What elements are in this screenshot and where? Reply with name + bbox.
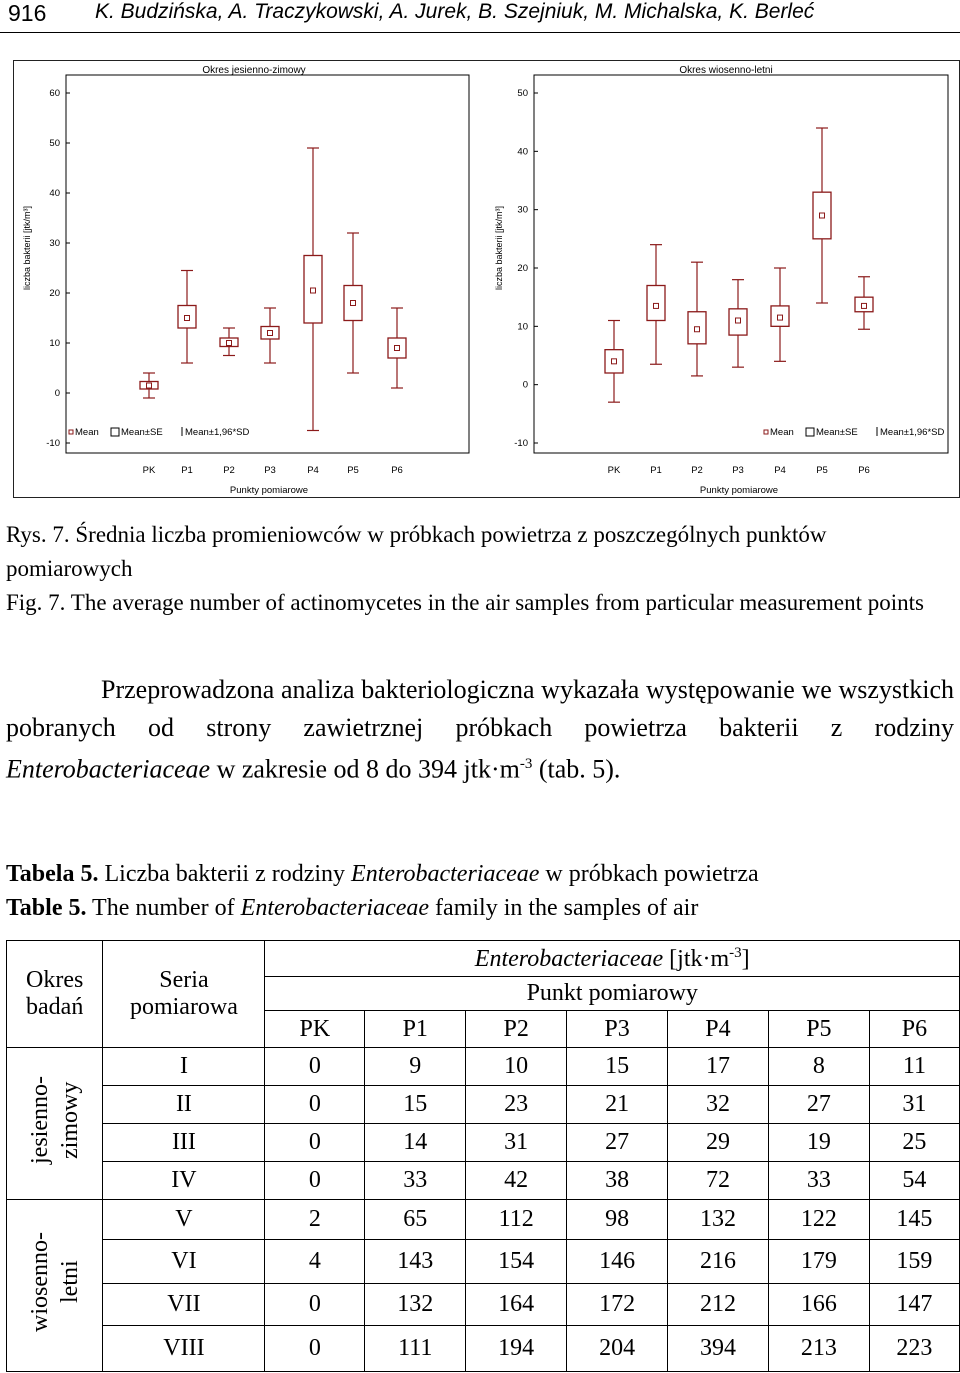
box-p6 — [855, 277, 873, 330]
mean-marker — [612, 359, 617, 364]
cell-value: 42 — [466, 1162, 567, 1200]
cell-value: 2 — [265, 1200, 365, 1240]
table-caption-pl — [6, 857, 759, 891]
figure-caption-pl: Rys. 7. Średnia liczba promieniowców w próbkach powietrza z poszczególnych punktów pomiarowych — [6, 522, 827, 581]
x-tick-label: P5 — [347, 465, 359, 476]
paragraph-text-1: Przeprowadzona analiza bakteriologiczna wykazała występowanie we wszystkich pobranych od strony zawietrznej próbkach powietrza bakterii z rodziny — [6, 675, 954, 742]
y-tick-label: 10 — [49, 338, 60, 349]
plot-frame — [534, 75, 948, 453]
mean-marker — [736, 318, 741, 323]
cell-value: 29 — [668, 1124, 769, 1162]
header-unit — [265, 941, 960, 977]
season-autumn-winter — [7, 1048, 103, 1200]
header-point-p1: P1 — [365, 1011, 466, 1048]
header-point-p2: P2 — [466, 1011, 567, 1048]
cell-value: 212 — [668, 1284, 769, 1326]
header-unit-sup: -3 — [729, 944, 742, 961]
cell-value: 143 — [365, 1240, 466, 1284]
cell-value: 31 — [466, 1124, 567, 1162]
y-tick-label: 10 — [517, 321, 528, 333]
box-p2 — [220, 328, 238, 356]
page-number: 916 — [8, 0, 47, 26]
mean-marker — [862, 303, 867, 308]
y-axis-label: liczba bakterii [jtk/m³] — [494, 205, 504, 291]
header-unit-rest: [jtk·m — [663, 945, 730, 972]
x-tick-label: P6 — [391, 465, 403, 476]
cell-value: 172 — [567, 1284, 668, 1326]
x-tick-label: P1 — [181, 465, 193, 476]
cell-value: 132 — [365, 1284, 466, 1326]
header-unit-close: ] — [741, 945, 750, 972]
cell-value: 194 — [466, 1326, 567, 1372]
legend-label: Mean — [75, 427, 99, 438]
figure-7-charts — [14, 61, 959, 497]
cell-value: 145 — [869, 1200, 959, 1240]
cell-value: 33 — [365, 1162, 466, 1200]
x-axis-title: Punkty pomiarowe — [699, 485, 779, 496]
mean-marker — [351, 301, 356, 306]
x-tick-label: P1 — [650, 465, 662, 476]
y-tick-label: 40 — [49, 188, 60, 199]
cell-value: 179 — [768, 1240, 869, 1284]
cell-seria: IV — [103, 1162, 265, 1200]
y-tick-label: 50 — [517, 88, 528, 99]
header-point-p4: P4 — [668, 1011, 769, 1048]
mean-marker — [820, 213, 825, 218]
legend-se-icon — [111, 428, 119, 436]
cell-value: 216 — [668, 1240, 769, 1284]
table-caption-pl-pre: Liczba bakterii z rodziny — [98, 861, 352, 887]
header-unit-italic: Enterobacteriaceae — [474, 945, 664, 972]
mean-marker — [268, 331, 273, 336]
y-tick-label: 20 — [517, 263, 528, 274]
legend-label: Mean — [770, 427, 794, 438]
chart-2 — [494, 65, 948, 496]
cell-value: 33 — [768, 1162, 869, 1200]
figure-7 — [13, 60, 960, 498]
header-okres: Okres badań — [7, 941, 103, 1048]
mean-marker — [227, 341, 232, 346]
table-label-en: Table 5. — [6, 895, 87, 921]
season-label: jesienno- zimowy — [26, 1076, 83, 1164]
cell-value: 213 — [768, 1326, 869, 1372]
y-axis-label: liczba bakterii [jtk/m³] — [22, 205, 32, 291]
table-row — [7, 1086, 960, 1124]
legend-mean-icon — [69, 430, 73, 434]
cell-value: 0 — [265, 1124, 365, 1162]
box-p5 — [344, 233, 362, 373]
cell-value: 72 — [668, 1162, 769, 1200]
legend — [764, 427, 945, 438]
mean-marker — [778, 315, 783, 320]
y-tick-label: 0 — [54, 388, 60, 399]
cell-value: 31 — [869, 1086, 959, 1124]
cell-value: 10 — [466, 1048, 567, 1086]
cell-value: 23 — [466, 1086, 567, 1124]
table-row — [7, 1240, 960, 1284]
cell-seria: I — [103, 1048, 265, 1086]
box-pk — [605, 321, 623, 403]
table-row — [7, 1048, 960, 1086]
paragraph-text-2: w zakresie od 8 do 394 jtk·m — [210, 754, 520, 784]
header-point-p5: P5 — [768, 1011, 869, 1048]
cell-value: 8 — [768, 1048, 869, 1086]
x-tick-label: P6 — [858, 465, 870, 476]
legend-se-icon — [806, 428, 814, 436]
cell-value: 0 — [265, 1162, 365, 1200]
mean-marker — [147, 383, 152, 388]
cell-value: 25 — [869, 1124, 959, 1162]
cell-value: 146 — [567, 1240, 668, 1284]
body-paragraph — [6, 671, 954, 788]
x-tick-label: P3 — [264, 465, 276, 476]
cell-value: 159 — [869, 1240, 959, 1284]
season-spring-summer — [7, 1200, 103, 1372]
box-p2 — [688, 262, 706, 376]
header-rule — [0, 32, 960, 33]
header-seria: Seria pomiarowa — [103, 941, 265, 1048]
x-tick-label: PK — [142, 465, 156, 476]
cell-value: 15 — [365, 1086, 466, 1124]
table-5 — [6, 940, 960, 1372]
cell-value: 394 — [668, 1326, 769, 1372]
mean-marker — [185, 316, 190, 321]
y-tick-label: 20 — [49, 288, 60, 299]
table-row — [7, 1162, 960, 1200]
table-caption-pl-post: w próbkach powietrza — [539, 861, 759, 887]
table-caption-en-pre: The number of — [86, 895, 241, 921]
legend-label: Mean±SE — [816, 427, 858, 438]
mean-marker — [395, 346, 400, 351]
cell-seria: VII — [103, 1284, 265, 1326]
header-punkt: Punkt pomiarowy — [265, 977, 960, 1011]
y-tick-label: 0 — [522, 379, 528, 391]
cell-value: 98 — [567, 1200, 668, 1240]
x-tick-label: P4 — [774, 465, 786, 476]
paragraph-italic: Enterobacteriaceae — [6, 754, 211, 784]
cell-value: 38 — [567, 1162, 668, 1200]
x-tick-label: P2 — [691, 465, 703, 476]
cell-value: 21 — [567, 1086, 668, 1124]
y-tick-label: 30 — [49, 238, 60, 249]
y-tick-label: 60 — [49, 88, 60, 99]
cell-value: 154 — [466, 1240, 567, 1284]
header-point-p6: P6 — [869, 1011, 959, 1048]
season-label: wiosenno- letni — [26, 1232, 83, 1332]
cell-seria: VI — [103, 1240, 265, 1284]
y-tick-label: 40 — [517, 146, 528, 158]
table-caption-pl-italic: Enterobacteriaceae — [351, 861, 540, 887]
cell-value: 27 — [567, 1124, 668, 1162]
authors: K. Budzińska, A. Traczykowski, A. Jurek, B. Szejniuk, M. Michalska, K. Berleć — [95, 0, 815, 23]
mean-marker — [654, 303, 659, 308]
x-tick-label: P4 — [307, 465, 319, 476]
table-caption-en — [6, 891, 698, 925]
legend-label: Mean±1,96*SD — [880, 427, 945, 438]
cell-value: 27 — [768, 1086, 869, 1124]
cell-value: 147 — [869, 1284, 959, 1326]
cell-value: 0 — [265, 1284, 365, 1326]
table-row — [7, 1200, 960, 1240]
cell-value: 204 — [567, 1326, 668, 1372]
running-header — [0, 0, 960, 30]
header-point-p3: P3 — [567, 1011, 668, 1048]
chart-1 — [22, 65, 469, 496]
plot-frame — [66, 75, 469, 453]
table-caption-en-post: family in the samples of air — [429, 895, 699, 921]
cell-value: 15 — [567, 1048, 668, 1086]
chart-title: Okres jesienno-zimowy — [202, 65, 306, 76]
box-p3 — [729, 280, 747, 367]
legend-mean-icon — [764, 430, 768, 434]
legend-label: Mean±1,96*SD — [185, 427, 250, 438]
table-caption-en-italic: Enterobacteriaceae — [240, 895, 430, 921]
table-row — [7, 1124, 960, 1162]
y-tick-label: -10 — [46, 438, 60, 449]
cell-value: 14 — [365, 1124, 466, 1162]
cell-value: 0 — [265, 1326, 365, 1372]
box-p3 — [261, 308, 279, 363]
cell-value: 164 — [466, 1284, 567, 1326]
cell-seria: III — [103, 1124, 265, 1162]
legend — [69, 427, 250, 438]
cell-seria: V — [103, 1200, 265, 1240]
box-p1 — [647, 245, 665, 365]
paragraph-sup: -3 — [519, 756, 533, 772]
x-tick-label: P5 — [816, 465, 828, 476]
y-tick-label: 30 — [517, 204, 528, 216]
mean-marker — [695, 327, 700, 332]
cell-seria: II — [103, 1086, 265, 1124]
cell-value: 19 — [768, 1124, 869, 1162]
cell-value: 9 — [365, 1048, 466, 1086]
chart-title: Okres wiosenno-letni — [679, 65, 773, 76]
table-row — [7, 1326, 960, 1372]
mean-marker — [311, 288, 316, 293]
cell-seria: VIII — [103, 1326, 265, 1372]
box-p6 — [388, 308, 406, 388]
box-p1 — [178, 271, 196, 364]
cell-value: 166 — [768, 1284, 869, 1326]
box-p5 — [813, 128, 831, 303]
cell-value: 0 — [265, 1086, 365, 1124]
header-point-pk: PK — [265, 1011, 365, 1048]
cell-value: 4 — [265, 1240, 365, 1284]
cell-value: 111 — [365, 1326, 466, 1372]
paragraph-text-3: (tab. 5). — [532, 754, 621, 784]
x-tick-label: P3 — [732, 465, 744, 476]
cell-value: 65 — [365, 1200, 466, 1240]
figure-caption-en: Fig. 7. The average number of actinomycetes in the air samples from particular measurement points — [6, 590, 925, 615]
cell-value: 0 — [265, 1048, 365, 1086]
table-row — [7, 1284, 960, 1326]
cell-value: 122 — [768, 1200, 869, 1240]
legend-label: Mean±SE — [121, 427, 163, 438]
cell-value: 17 — [668, 1048, 769, 1086]
x-tick-label: PK — [607, 465, 621, 476]
x-tick-label: P2 — [223, 465, 235, 476]
y-tick-label: 50 — [49, 138, 60, 149]
box-p4 — [304, 148, 322, 431]
x-axis-title: Punkty pomiarowe — [229, 485, 309, 496]
box-p4 — [771, 268, 789, 361]
box-pk — [140, 373, 158, 398]
cell-value: 11 — [869, 1048, 959, 1086]
cell-value: 54 — [869, 1162, 959, 1200]
cell-value: 223 — [869, 1326, 959, 1372]
cell-value: 32 — [668, 1086, 769, 1124]
table-label-pl: Tabela 5. — [6, 861, 99, 887]
cell-value: 132 — [668, 1200, 769, 1240]
y-tick-label: -10 — [514, 438, 528, 449]
cell-value: 112 — [466, 1200, 567, 1240]
